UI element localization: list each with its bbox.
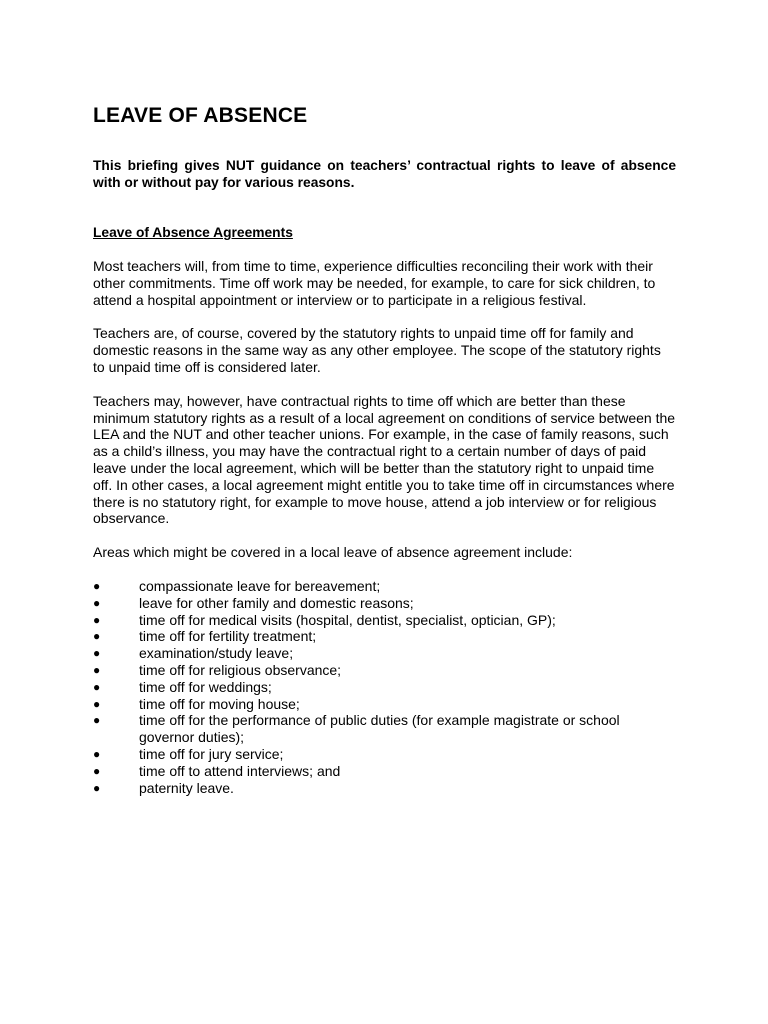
list-item-text: time off for weddings; [139,678,272,695]
list-item-text: paternity leave. [139,779,234,796]
list-item [93,746,676,763]
bullet-icon: ● [93,679,101,694]
bullet-icon: ● [93,746,101,761]
bullet-icon: ● [93,713,101,728]
paragraph-1: Most teachers will, from time to time, experience difficulties reconciling their work with their other commitments. Time off work may be needed, for example, to care for sick children, to attend a hospital appointment or interview or to participate in a religious festival. [93,258,656,308]
list-item-text: examination/study leave; [139,645,294,662]
bullet-icon: ● [93,595,101,610]
list-item [93,696,676,713]
list-item-text: time off for moving house; [139,695,300,712]
intro-summary: This briefing gives NUT guidance on teachers’ contractual rights to leave of absence with or without pay for various reasons. [93,158,676,190]
document-title: LEAVE OF ABSENCE [93,104,308,127]
bullet-icon: ● [93,763,101,778]
paragraph-2: Teachers are, of course, covered by the statutory rights to unpaid time off for family and domestic reasons in the same way as any other employee. The scope of the statutory rights to unpaid time off is considered later. [93,325,661,375]
list-item-text: time off for medical visits (hospital, dentist, specialist, optician, GP); [139,611,556,628]
list-item [93,763,676,780]
list-item-text: time off for religious observance; [139,661,342,678]
list-item [93,628,676,645]
bullet-icon: ● [93,696,101,711]
list-item-text: leave for other family and domestic reasons; [139,594,414,611]
list-item [93,712,676,746]
bullet-icon: ● [93,780,101,795]
list-item-text: time off for fertility treatment; [139,628,317,645]
leave-areas-list [93,578,676,796]
bullet-icon: ● [93,662,101,677]
list-item [93,780,676,797]
bullet-icon: ● [93,578,101,593]
paragraph-4: Areas which might be covered in a local leave of absence agreement include: [93,544,573,561]
bullet-icon: ● [93,629,101,644]
list-item-text: compassionate leave for bereavement; [139,577,381,594]
bullet-icon: ● [93,646,101,661]
list-item [93,595,676,612]
list-item [93,612,676,629]
list-item [93,645,676,662]
list-item-text: time off to attend interviews; and [139,762,341,779]
list-item [93,662,676,679]
section-heading: Leave of Absence Agreements [93,225,293,240]
list-item [93,578,676,595]
list-item-text: time off for jury service; [139,745,284,762]
paragraph-3: Teachers may, however, have contractual rights to time off which are better than these minimum statutory rights as a result of a local agreement on conditions of service between the LEA and the NUT and other teacher unions. For example, in the case of family reasons, such as a child’s illness, you may have the contractual right to a certain number of days of paid leave under the local agreement, which will be better than the statutory right to unpaid time off. In other cases, a local agreement might entitle you to take time off in circumstances where there is no statutory right, for example to move house, attend a job interview or for religious observance. [93,392,676,527]
bullet-icon: ● [93,612,101,627]
list-item-text: time off for the performance of public duties (for example magistrate or school governor duties); [139,712,620,746]
list-item [93,679,676,696]
